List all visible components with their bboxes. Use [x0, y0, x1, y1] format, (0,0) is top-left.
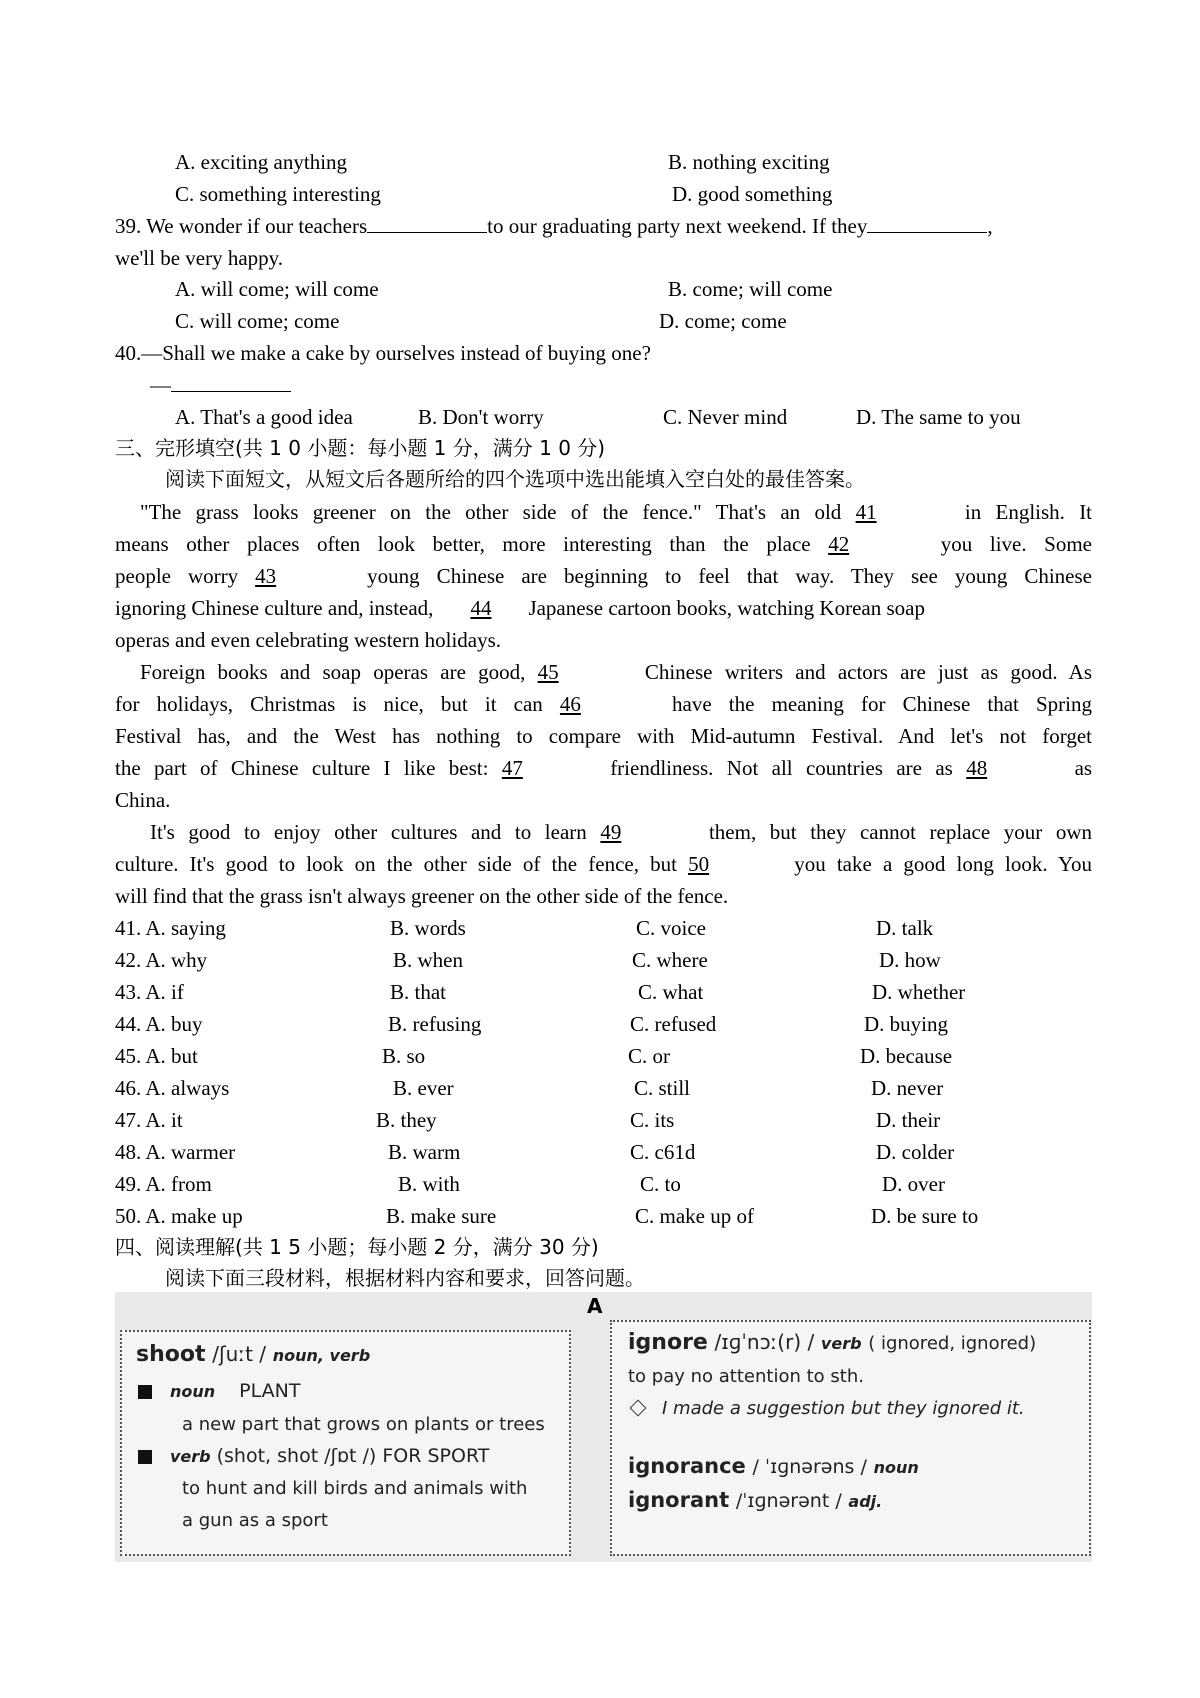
- passage-line: operas and even celebrating western holidays.: [115, 628, 502, 652]
- passage-line: ignoring Chinese culture and, instead, 44 Japanese cartoon books, watching Korean soap: [115, 596, 925, 620]
- cloze-option: 49. A. from: [115, 1172, 212, 1196]
- q39-option-c: C. will come; come: [175, 309, 340, 333]
- cloze-option: B. they: [376, 1108, 437, 1132]
- cloze-option: B. warm: [388, 1140, 461, 1164]
- ignore-example: I made a suggestion but they ignored it.: [628, 1398, 1025, 1419]
- cloze-option: D. whether: [872, 980, 966, 1004]
- cloze-option: 47. A. it: [115, 1108, 183, 1132]
- diamond-bullet-icon: [630, 1400, 647, 1417]
- passage-line: means other places often look better, more interesting than the place 42 you live. Some: [115, 532, 1093, 556]
- passage-line: will find that the grass isn't always greener on the other side of the fence.: [115, 884, 729, 908]
- q40-question: 40.—Shall we make a cake by ourselves instead of buying one?: [115, 341, 651, 365]
- q39-stem: 39. We wonder if our teachers to our graduating party next weekend. If they ,: [115, 214, 993, 238]
- q38-option-a: A. exciting anything: [175, 150, 348, 174]
- shoot-sense-1-def: a new part that grows on plants or trees: [182, 1414, 545, 1435]
- cloze-option: D. be sure to: [871, 1204, 979, 1228]
- cloze-option: B. so: [382, 1044, 426, 1068]
- cloze-option: C. make up of: [635, 1204, 754, 1228]
- cloze-option: 41. A. saying: [115, 916, 226, 940]
- q39-option-a: A. will come; will come: [175, 277, 379, 301]
- q40-option-a: A. That's a good idea: [175, 405, 353, 429]
- q39-option-b: B. come; will come: [668, 277, 833, 301]
- q38-option-b: B. nothing exciting: [668, 150, 830, 174]
- shoot-sense-1: noun PLANT: [138, 1380, 300, 1402]
- cloze-option: B. ever: [393, 1076, 454, 1100]
- reading-a-dictionary-panel: [115, 1292, 1092, 1562]
- cloze-option: B. that: [390, 980, 446, 1004]
- cloze-option: C. c61d: [630, 1140, 696, 1164]
- cloze-option: B. refusing: [388, 1012, 482, 1036]
- cloze-option: C. still: [634, 1076, 691, 1100]
- cloze-option: 43. A. if: [115, 980, 184, 1004]
- bullet-square-icon: [138, 1450, 152, 1464]
- section4-instruction: 阅读下面三段材料，根据材料内容和要求，回答问题。: [165, 1266, 645, 1290]
- cloze-option: D. talk: [876, 916, 934, 940]
- cloze-option: D. colder: [876, 1140, 955, 1164]
- dict-entry-ignore: [610, 1320, 1091, 1556]
- dict-entry-shoot: [120, 1330, 571, 1556]
- cloze-option: D. buying: [864, 1012, 948, 1036]
- passage-line: It's good to enjoy other cultures and to learn 49 them, but they cannot replace your own: [150, 820, 1092, 844]
- shoot-sense-2-def: a gun as a sport: [182, 1510, 328, 1531]
- q40-option-d: D. The same to you: [856, 405, 1021, 429]
- cloze-option: D. over: [882, 1172, 945, 1196]
- cloze-option: D. never: [871, 1076, 944, 1100]
- passage-line: "The grass looks greener on the other side of the fence." That's an old 41 in English. It: [140, 500, 1093, 524]
- bullet-square-icon: [138, 1385, 152, 1399]
- cloze-option: C. to: [640, 1172, 681, 1196]
- passage-line: for holidays, Christmas is nice, but it can 46 have the meaning for Chinese that Spring: [115, 692, 1093, 716]
- passage-line: China.: [115, 788, 171, 812]
- q40-reply: —: [150, 373, 291, 397]
- q39-stem-cont: we'll be very happy.: [115, 246, 284, 270]
- reading-a-label: A: [587, 1294, 603, 1318]
- cloze-option: B. when: [393, 948, 463, 972]
- cloze-option: D. how: [879, 948, 941, 972]
- q40-option-c: C. Never mind: [663, 405, 788, 429]
- passage-line: people worry 43 young Chinese are beginning to feel that way. They see young Chinese: [115, 564, 1092, 588]
- cloze-option: D. their: [876, 1108, 941, 1132]
- passage-line: culture. It's good to look on the other side of the fence, but 50 you take a good long look. You: [115, 852, 1093, 876]
- cloze-option: 46. A. always: [115, 1076, 230, 1100]
- cloze-option: C. or: [628, 1044, 670, 1068]
- shoot-sense-2-def: to hunt and kill birds and animals with: [182, 1478, 528, 1499]
- cloze-option: 44. A. buy: [115, 1012, 203, 1036]
- cloze-option: 45. A. but: [115, 1044, 198, 1068]
- section3-instruction: 阅读下面短文，从短文后各题所给的四个选项中选出能填入空白处的最佳答案。: [165, 467, 865, 491]
- cloze-option: C. its: [630, 1108, 675, 1132]
- ignore-definition: to pay no attention to sth.: [628, 1366, 864, 1387]
- cloze-option: D. because: [860, 1044, 953, 1068]
- q38-option-c: C. something interesting: [175, 182, 381, 206]
- cloze-option: 48. A. warmer: [115, 1140, 236, 1164]
- ignore-headline: ignore /ɪɡˈnɔː(r) / verb ( ignored, ignored): [628, 1330, 1037, 1355]
- cloze-option: C. refused: [630, 1012, 717, 1036]
- q38-option-d: D. good something: [672, 182, 833, 206]
- shoot-sense-2: verb (shot, shot /ʃɒt /) FOR SPORT: [138, 1445, 489, 1467]
- section4-heading: 四、阅读理解(共 1 5 小题；每小题 2 分，满分 30 分): [115, 1235, 599, 1259]
- passage-line: the part of Chinese culture I like best: 47 friendliness. Not all countries are as 48 as: [115, 756, 1093, 780]
- cloze-option: 50. A. make up: [115, 1204, 243, 1228]
- cloze-option: B. words: [390, 916, 466, 940]
- cloze-option: B. with: [398, 1172, 460, 1196]
- cloze-option: C. where: [632, 948, 708, 972]
- passage-line: Foreign books and soap operas are good, 45 Chinese writers and actors are just as good. As: [140, 660, 1092, 684]
- q39-option-d: D. come; come: [659, 309, 787, 333]
- ignore-derivative: ignorant /ˈɪɡnərənt / adj.: [628, 1488, 883, 1512]
- cloze-option: C. voice: [636, 916, 706, 940]
- ignore-derivative: ignorance / ˈɪɡnərəns / noun: [628, 1454, 919, 1478]
- cloze-option: 42. A. why: [115, 948, 208, 972]
- passage-line: Festival has, and the West has nothing to compare with Mid-autumn Festival. And let's not forget: [115, 724, 1092, 748]
- cloze-option: C. what: [638, 980, 704, 1004]
- section3-heading: 三、完形填空(共 1 0 小题：每小题 1 分，满分 1 0 分): [115, 436, 606, 460]
- cloze-option: B. make sure: [386, 1204, 497, 1228]
- shoot-headline: shoot /ʃuːt / noun, verb: [136, 1342, 371, 1367]
- q40-option-b: B. Don't worry: [418, 405, 544, 429]
